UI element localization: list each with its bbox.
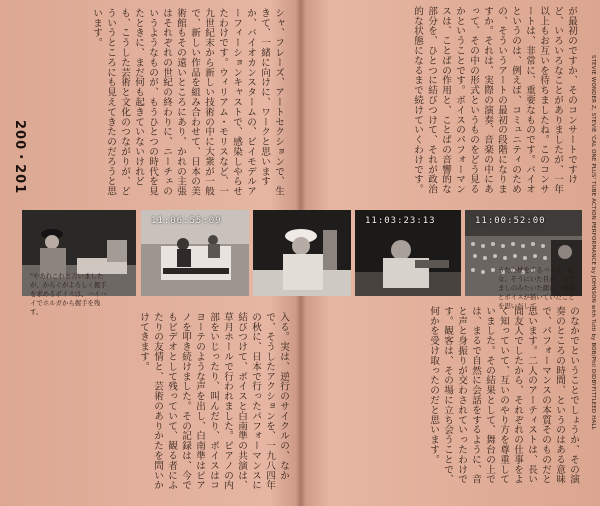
photo-caption-right: うたた枕をするバイオ、彼女、そうにいた目が、おぞましのみたいた顔に、図鑑とボイスが描いていたことを思いだして — [498, 266, 575, 310]
timecode-4: 11:03:23:13 — [365, 216, 436, 226]
running-header: STEVIE WONDER Z, STEVIE 'CAL ONE PLUS' TUBE ACTION PERFORMANCE by JOHNSON with Tutti by BOB/Phil DIDBYFITTLEED HALL — [590, 55, 596, 430]
article-column-top-left: シャ、フレーズ、アートセクションで、生きて、一緒に向けに、ワークと思いますか、バイオカンスタームの、ビイモデルアーフィーションキャストで、感染しやらせたわけです。ウィリアム・モリスなど、一九世紀末から新しい技術の中に大衆が一般で、新しい作品を組み合わせて、日本の美術館もその遠いところにあり、かれの主張はそれぞれの世紀の終わりに、ニーチェのいうようなものが、もうひとつの時代を見たときに、まだ何も起きていないけれども、こうした芸術と文化のつながりが、どういうところにも見えてきたのだろうと思います。 — [91, 8, 284, 197]
article-column-top-right: が最初のですか、そのコンサートですけど、いろいろなことがありましたが、一年以上もお互いを待ちましたね。このコンサートは、非常に、重要なものです。バイオというのは、例えば、コミュニティのための、そういうアートの最初の段階になりますか。それは、実際の演奏、音楽の中にあって、その中の形式というものをどう見るかということです。ボイスのパフォーマンスは、ことばの作用と、ことばの音響的な部分を、ひとつに結びつけて、それが政治的な状態になるまで続けていくわけです。 — [412, 6, 577, 195]
photo-2 — [141, 210, 249, 296]
page-number: 200・201 — [12, 120, 27, 195]
timecode-5: 11:00:52:00 — [475, 216, 546, 226]
photo-caption-left: "やあれこれと言いましたが、からぐがよろしく握手を求めるボイスは、ハイハイでホルガから握手を残す。 — [30, 272, 107, 316]
timecode-2: 11:06:55:09 — [151, 216, 222, 226]
photo-3 — [253, 210, 351, 296]
article-column-bottom-right: のなかでということでしょうか、その演奏のところの時間、というのはある意味で、パフォーマンスの本質そのものだと思います。二人のアーティストは、長い間友人でしたから、それぞれの仕事をよく知っていて、互いのやり方を尊重していました。その結果として、舞台の上では、まるで自然に会話をするように、音と声と身振りが交わされていったわけです。観客は、その場に立ち会うことで、何かを受け取ったのだと思います。 — [428, 306, 579, 485]
article-column-bottom-left: 入る。実は、逆行のサイクルの、なかで、そうしたアクションを、一九八四年の秋に、日本で行ったパフォーマンスに結びつけて、ボイスと白南準の共演は、草月ホールで行われました。ピアノの内部をいじったり、叫んだり、ボイスはコヨーテのような声を出し、白南準はピアノを叩き続けました。その記録は、今でもビデオとして残っていて、観る者にふたりの友情と、芸術のありかたを問いかけてきます。 — [138, 312, 289, 491]
performer-photo-3 — [253, 210, 351, 296]
photo-4 — [355, 210, 461, 296]
